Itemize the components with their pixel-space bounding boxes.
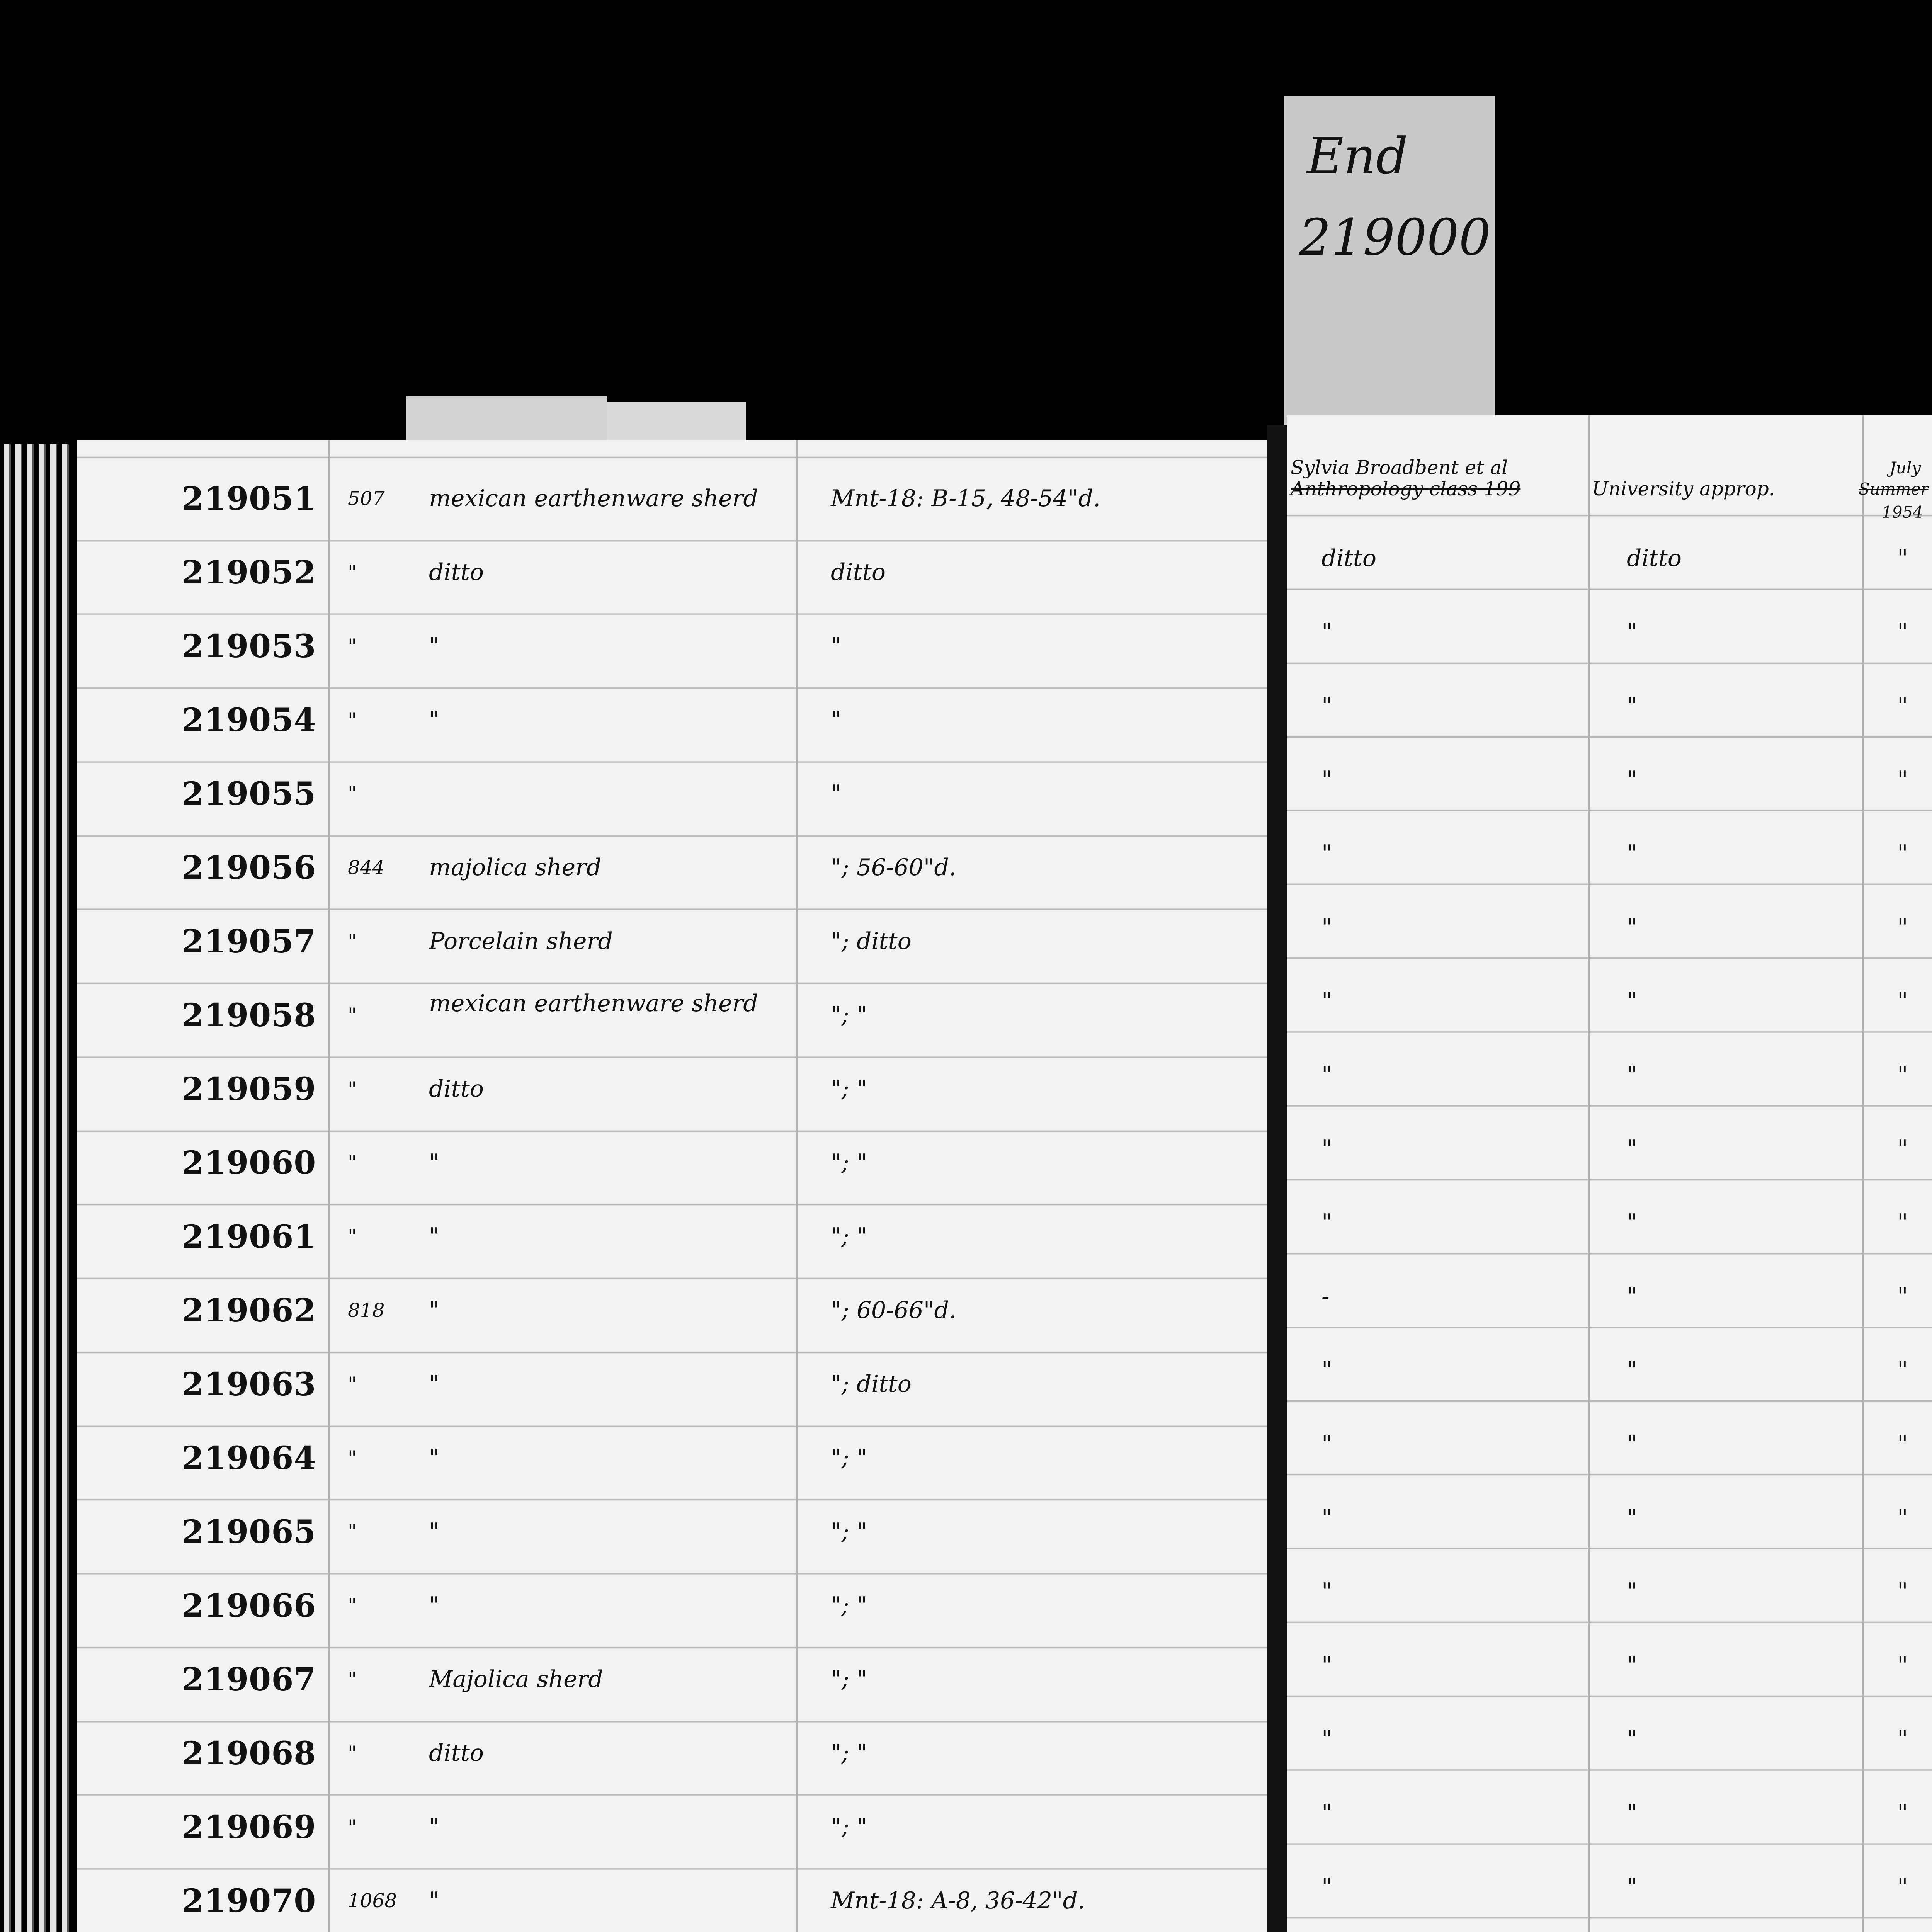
catalog-number: 219065 [182,1514,316,1551]
item-description: " [429,1887,440,1914]
date-month-header-struck: Summer [1859,480,1929,498]
collector: " [1321,692,1332,719]
paper-tab-small [406,396,607,446]
field-number: " [348,1078,357,1100]
right-ledger-page [1287,415,1932,1932]
item-description: Porcelain sherd [429,928,613,955]
collector: " [1321,1799,1332,1827]
ledger-row [77,689,1267,762]
ledger-row-right [1287,1196,1932,1269]
item-description: " [429,1518,440,1545]
item-description: ditto [429,1075,484,1102]
ledger-row-right [1287,827,1932,900]
collector: - [1321,1283,1330,1310]
date: " [1897,1504,1908,1531]
provenience: "; 60-66"d. [831,1297,956,1324]
provenience: "; " [831,1813,867,1840]
ledger-row-right [1287,1122,1932,1195]
date: " [1897,1726,1908,1753]
field-number: " [348,561,357,583]
ledger-row-right [1287,1786,1932,1859]
funding-source: " [1627,692,1638,719]
funding-source: " [1627,1873,1638,1900]
catalog-number: 219067 [182,1661,316,1698]
field-number: " [348,782,357,805]
provenience: "; " [831,1075,867,1102]
ledger-row [77,984,1267,1058]
ledger-row-right [1287,1491,1932,1564]
date: " [1897,1799,1908,1827]
field-number: " [348,709,357,731]
ledger-row-right [1287,753,1932,826]
field-number: 1068 [348,1889,397,1912]
funding-source: " [1627,1799,1638,1827]
provenience: Mnt-18: B-15, 48-54"d. [831,485,1101,512]
ledger-row [77,1648,1267,1722]
field-number: " [348,1225,357,1248]
funding-source: " [1627,766,1638,793]
catalog-number: 219054 [182,702,316,739]
date: " [1897,619,1908,646]
date: " [1897,545,1908,572]
ledger-row [77,1279,1267,1353]
ledger-row [77,1132,1267,1205]
provenience: "; " [831,1666,867,1693]
field-number: " [348,635,357,657]
funding-source: " [1627,1430,1638,1458]
funding-source: " [1627,914,1638,941]
ledger-row [77,1353,1267,1427]
provenience: "; ditto [831,928,912,955]
catalog-number: 219056 [182,849,316,886]
ledger-row [77,1575,1267,1648]
catalog-number: 219063 [182,1366,316,1403]
date: " [1897,692,1908,719]
collector: " [1321,766,1332,793]
catalog-number: 219059 [182,1071,316,1108]
ledger-row-right [1287,679,1932,752]
ledger-row [77,763,1267,836]
catalog-number: 219066 [182,1587,316,1624]
ledger-row-right [1287,900,1932,974]
field-number: " [348,1004,357,1026]
funding-source: " [1627,619,1638,646]
item-description: ditto [429,1740,484,1767]
source-header: University approp. [1592,478,1775,500]
ledger-row-right [1287,1048,1932,1121]
item-description: " [429,1297,440,1324]
field-number: " [348,1742,357,1764]
provenience: "; " [831,1223,867,1250]
item-description: " [429,706,440,733]
ledger-row [77,1427,1267,1500]
collector: " [1321,1061,1332,1088]
provenience: "; 56-60"d. [831,854,956,881]
catalog-number: 219057 [182,923,316,960]
date: " [1897,1430,1908,1458]
item-description: " [429,1371,440,1398]
collector: " [1321,1209,1332,1236]
item-description: ditto [429,559,484,586]
catalog-number: 219062 [182,1292,316,1329]
date: " [1897,1652,1908,1679]
collector: " [1321,1873,1332,1900]
provenience: Mnt-18: A-8, 36-42"d. [831,1887,1085,1914]
collector: " [1321,619,1332,646]
catalog-number: 219068 [182,1735,316,1772]
ledger-row [77,615,1267,689]
ledger-row [77,1501,1267,1574]
provenience: ditto [831,559,886,586]
catalog-number: 219051 [182,480,316,517]
funding-source: " [1627,840,1638,867]
funding-source: " [1627,1652,1638,1679]
field-number: " [348,1373,357,1395]
date: " [1897,1061,1908,1088]
provenience: "; " [831,1002,867,1029]
end-label: End [1307,127,1408,185]
collector: " [1321,1578,1332,1605]
catalog-number: 219064 [182,1440,316,1477]
date: " [1897,766,1908,793]
provenience: "; " [831,1518,867,1545]
collector: " [1321,1430,1332,1458]
ledger-row [77,1870,1267,1932]
provenience: "; ditto [831,1371,912,1398]
provenience: "; " [831,1444,867,1471]
left-ledger-page [77,440,1267,1932]
collector: " [1321,1504,1332,1531]
collector: " [1321,914,1332,941]
page-stack-edge [62,444,69,1932]
item-description: " [429,1223,440,1250]
item-description: majolica sherd [429,854,602,881]
ledger-row-right [1287,1343,1932,1417]
field-number: " [348,1816,357,1838]
ledger-row [77,1796,1267,1869]
funding-source: " [1627,1726,1638,1753]
item-description: mexican earthenware sherd [429,485,758,512]
funding-source: " [1627,988,1638,1015]
provenience: "; " [831,1149,867,1176]
date-month-header: July [1889,458,1921,477]
ledger-row [77,837,1267,910]
date: " [1897,1578,1908,1605]
collector: " [1321,1357,1332,1384]
end-marker-tab [1284,96,1495,428]
item-description: " [429,1813,440,1840]
ledger-row [77,468,1267,541]
catalog-number: 219061 [182,1218,316,1255]
field-number: " [348,930,357,952]
field-number: 844 [348,856,385,879]
collector: " [1321,1726,1332,1753]
funding-source: " [1627,1357,1638,1384]
provenience: " [831,706,842,733]
date: " [1897,914,1908,941]
ledger-row-right [1287,974,1932,1048]
page-stack-edge [50,444,57,1932]
collector-header: Sylvia Broadbent et al [1291,456,1508,479]
item-description: " [429,1592,440,1619]
catalog-number: 219053 [182,628,316,665]
funding-source: " [1627,1135,1638,1162]
ledger-row [77,1058,1267,1131]
field-number: " [348,1520,357,1543]
field-number: 507 [348,487,385,510]
funding-source: " [1627,1061,1638,1088]
paper-tab-small-2 [607,402,746,446]
funding-source: " [1627,1578,1638,1605]
provenience: " [831,633,842,660]
field-number: " [348,1447,357,1469]
collector: " [1321,1135,1332,1162]
page-stack-edge [15,444,22,1932]
date: " [1897,1209,1908,1236]
funding-source: " [1627,1504,1638,1531]
page-stack-edge [39,444,46,1932]
date: " [1897,1873,1908,1900]
ledger-row [77,910,1267,984]
ledger-row-right [1287,1860,1932,1932]
date: " [1897,1283,1908,1310]
date-year-header: 1954 [1882,503,1923,522]
catalog-number: 219058 [182,997,316,1034]
collector: ditto [1321,545,1376,572]
field-number: " [348,1594,357,1617]
provenience: "; " [831,1740,867,1767]
page-stack-edge [27,444,34,1932]
funding-source: " [1627,1283,1638,1310]
field-number: " [348,1668,357,1690]
field-number: " [348,1151,357,1174]
ledger-row-right [1287,1712,1932,1786]
date: " [1897,1357,1908,1384]
ledger-row-right [1287,531,1932,605]
page-stack-edge [4,444,11,1932]
date: " [1897,840,1908,867]
collector-header-struck: Anthropology class 199 [1291,478,1521,500]
provenience: " [831,780,842,807]
catalog-number: 219070 [182,1883,316,1920]
collector: " [1321,988,1332,1015]
collector: " [1321,1652,1332,1679]
catalog-number: 219052 [182,554,316,591]
date: " [1897,988,1908,1015]
collector: " [1321,840,1332,867]
ledger-row-right [1287,1269,1932,1343]
item-description: mexican earthenware sherd [429,990,758,1017]
ledger-row-right [1287,605,1932,679]
ledger-row-right [1287,1417,1932,1490]
funding-source: ditto [1627,545,1682,572]
item-description: " [429,1444,440,1471]
ledger-row-right [1287,1565,1932,1638]
book-gutter [1267,425,1287,1932]
catalog-number: 219055 [182,776,316,813]
ledger-row [77,541,1267,615]
catalog-number: 219060 [182,1145,316,1182]
end-number: 219000 [1299,208,1491,267]
funding-source: " [1627,1209,1638,1236]
provenience: "; " [831,1592,867,1619]
ledger-row [77,1722,1267,1796]
ledger-row [77,1206,1267,1279]
ledger-row-right [1287,1638,1932,1712]
catalog-number: 219069 [182,1809,316,1846]
date: " [1897,1135,1908,1162]
item-description: Majolica sherd [429,1666,603,1693]
item-description: " [429,633,440,660]
field-number: 818 [348,1299,385,1321]
item-description: " [429,1149,440,1176]
